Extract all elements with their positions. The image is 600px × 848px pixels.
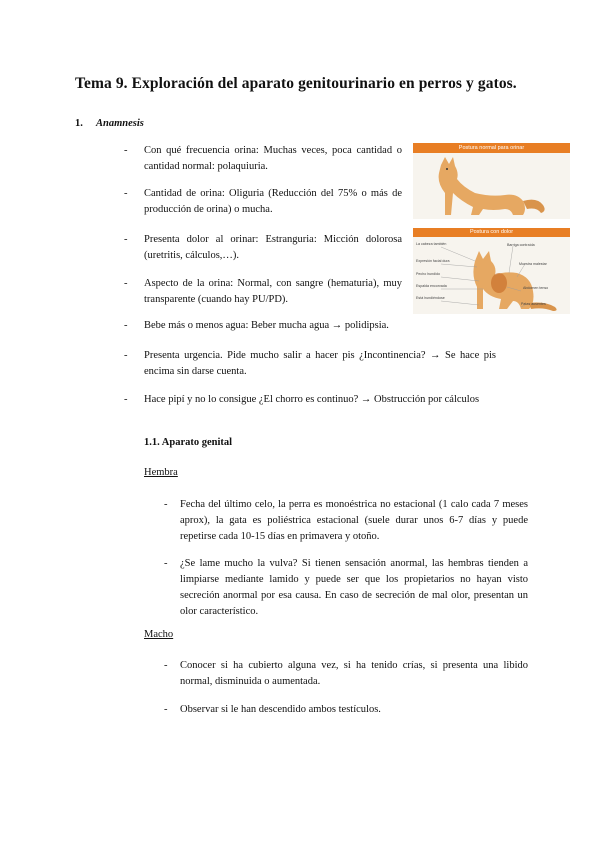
page-title: Tema 9. Exploración del aparato genitourinario en perros y gatos.	[75, 75, 517, 92]
bullet-dash: -	[124, 234, 128, 245]
subsection-number: 1.1.	[144, 437, 160, 448]
bullet-dash: -	[164, 704, 168, 715]
bullet-dash: -	[164, 558, 168, 569]
figure-panel-title: Postura normal para orinar	[413, 143, 570, 153]
figure-label: Muestra malestar	[519, 262, 547, 266]
bullet-dash: -	[124, 188, 128, 199]
bullet-dash: -	[124, 320, 128, 331]
figure-label: Expresión facial dura	[416, 259, 450, 263]
figure-label: Espalda encorvada	[416, 284, 447, 288]
list-item: Aspecto de la orina: Normal, con sangre (hematuria), muy transparente (cuando hay PU/PD).	[144, 278, 402, 305]
list-item: Hace pipí y no lo consigue ¿El chorro es continuo? → Obstrucción por cálculos	[144, 394, 480, 405]
macho-heading: Macho	[144, 629, 174, 640]
list-item: Presenta dolor al orinar: Estranguria: Micción dolorosa (uretritis, cálculos,…).	[144, 234, 402, 261]
list-item: ¿Se lame mucho la vulva? Si tienen sensación anormal, las hembras tienden a limpiarse mediante lamido y puede ser que los propietarios no hayan visto secreción anormal por esa causa. En caso de secreción de mal olor, presentan un olor característico.	[180, 558, 528, 617]
list-item: Cantidad de orina: Oliguria (Reducción del 75% o más de producción de orina) o mucha.	[144, 188, 402, 215]
subsection-heading	[144, 437, 232, 448]
bullet-dash: -	[164, 660, 168, 671]
section-heading-anamnesis	[75, 118, 144, 129]
figure-label: La cabeza también	[416, 242, 447, 246]
bullet-dash: -	[124, 278, 128, 289]
figure-pain-posture	[413, 228, 570, 314]
list-item: Conocer si ha cubierto alguna vez, si ha tenido crías, si presenta una libido normal, disminuida o aumentada.	[180, 660, 528, 687]
list-item: Fecha del último celo, la perra es monoéstrica no estacional (1 calo cada 7 meses aprox), la gata es poliéstrica estacional (suele durar unos 6-7 días y puede repetirse cada 10-15 días en primavera y otoño.	[180, 499, 528, 542]
figure-normal-posture	[413, 143, 570, 219]
bullet-dash: -	[164, 499, 168, 510]
figure-label: Está hundiéndose	[416, 296, 445, 300]
bullet-dash: -	[124, 145, 128, 156]
bullet-dash: -	[124, 350, 128, 361]
bullet-dash: -	[124, 394, 128, 405]
figure-label: Barriga contraída	[507, 243, 535, 247]
figure-label: Abdomen tenso	[523, 286, 549, 290]
section-number: 1.	[75, 118, 83, 129]
figure-label: Patas ausentes	[521, 302, 546, 306]
subsection-label: Aparato genital	[161, 437, 233, 448]
figure-panel-title: Postura con dolor	[413, 228, 570, 237]
figure-label: Pecho hundido	[416, 272, 440, 276]
list-item: Con qué frecuencia orina: Muchas veces, poca cantidad o cantidad normal: polaquiuria.	[144, 145, 402, 172]
section-label: Anamnesis	[96, 118, 144, 129]
list-item: Bebe más o menos agua: Beber mucha agua → polidipsia.	[144, 320, 389, 331]
cat-normal-illustration	[413, 153, 570, 219]
list-item: Presenta urgencia. Pide mucho salir a hacer pis ¿Incontinencia? → Se hace pis encima sin darse cuenta.	[144, 350, 496, 377]
hembra-heading: Hembra	[144, 467, 178, 478]
list-item: Observar si le han descendido ambos testículos.	[180, 704, 381, 715]
